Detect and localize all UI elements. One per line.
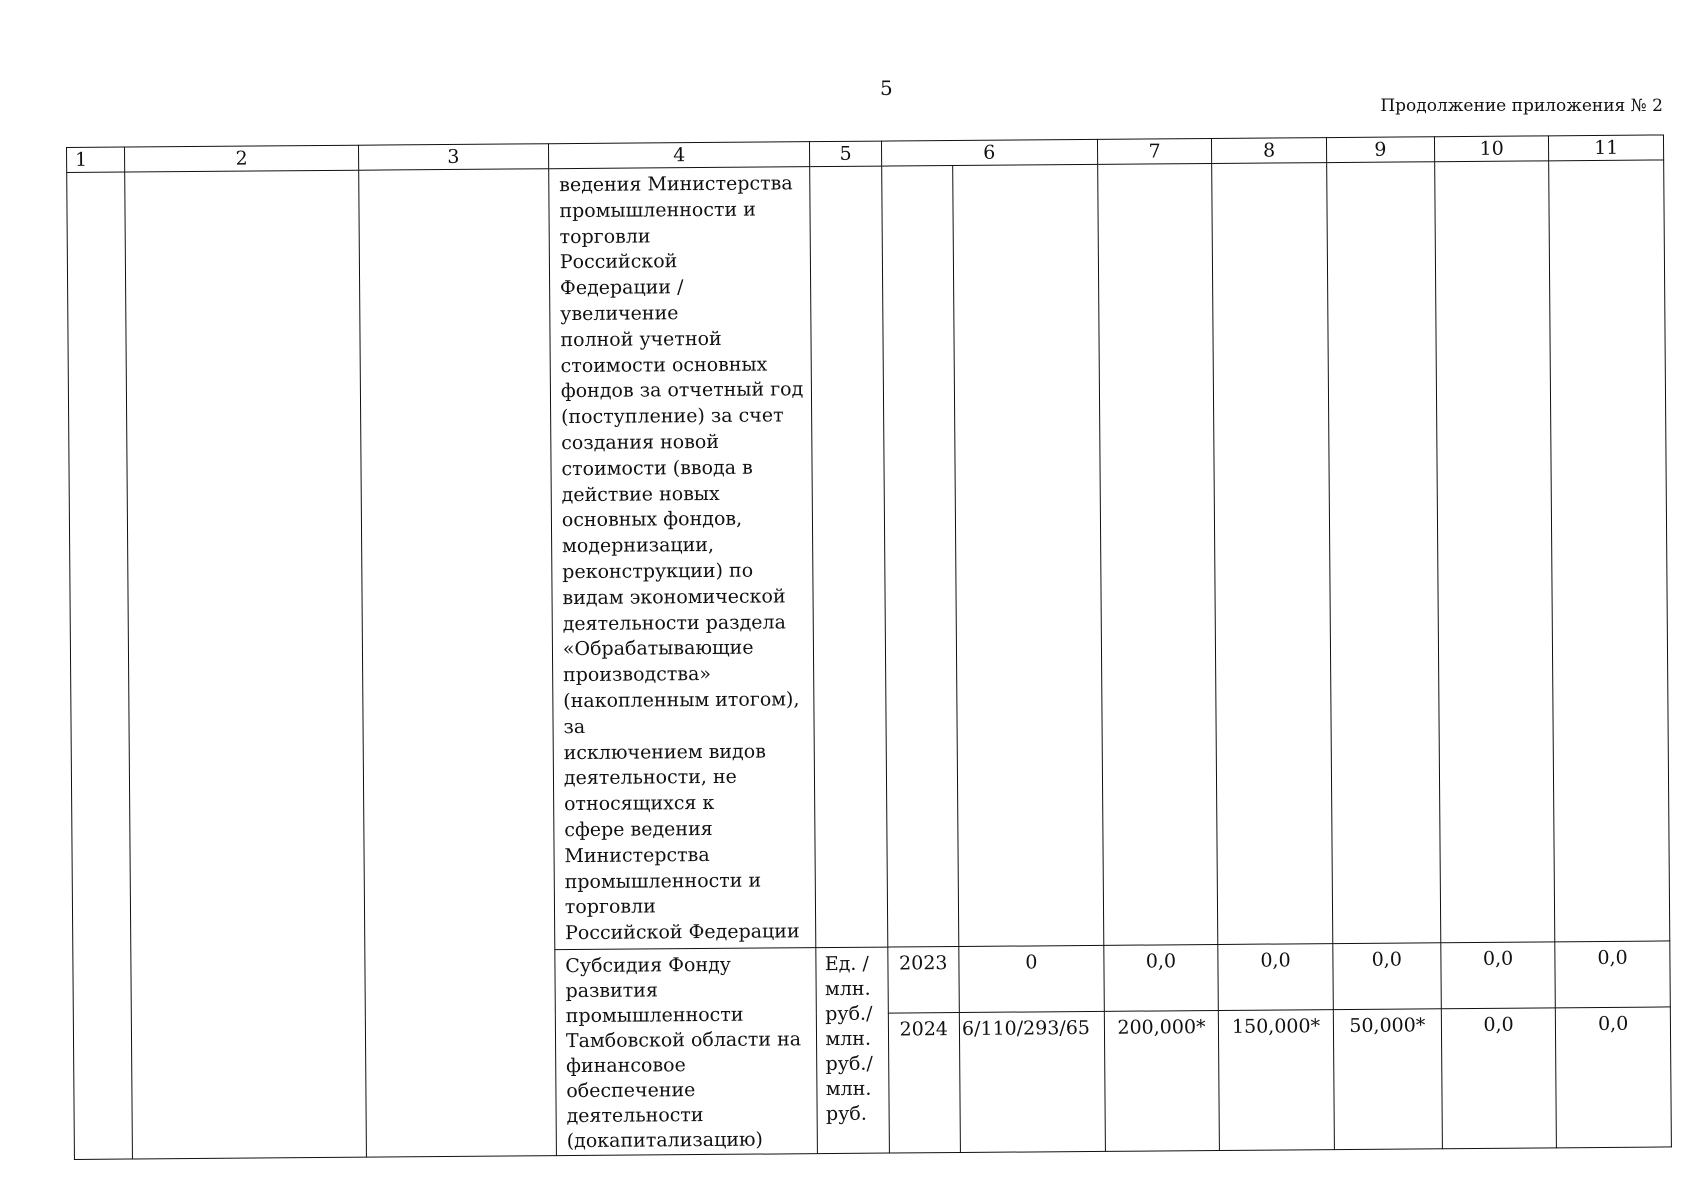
column-header-11: 11 [1549, 135, 1664, 161]
value-col-9: 0,0 [1333, 943, 1442, 1010]
continued-description-text: ведения Министерства промышленности и торговли Российской Федерации / увеличение полной учетной стоимости основных фондов за отчетный год (поступление) за счет создания новой стоимости (ввода в действие новых основных фондов, модернизации, реконструкции) по видам экономической деятельности раздела «Обрабатывающие производства» (накопленным итогом), за исключением видов деятельности, не относящихся к сфере ведения Министерства промышленности и торговли Российской Федерации [549, 167, 817, 950]
cell-col-5 [810, 166, 887, 947]
column-header-4: 4 [548, 142, 810, 169]
table-row [67, 160, 1670, 953]
column-header-1: 1 [67, 147, 126, 172]
column-header-2: 2 [125, 145, 359, 172]
cell-col-3 [358, 169, 556, 1157]
cell-col-9 [1327, 162, 1441, 944]
appendix-table [66, 134, 1672, 1159]
value-col-10: 0,0 [1441, 1008, 1557, 1149]
value-col-7: 200,000* [1104, 1010, 1220, 1151]
subsidy-description: Субсидия Фонду развития промышленности Тамбовской области на финансовое обеспечение деятельности (докапитализацию) [555, 948, 818, 1156]
subsidy-units: Ед. / млн. руб./ млн. руб./ млн. руб. [816, 947, 889, 1154]
cell-col-11 [1549, 160, 1670, 942]
value-col-9: 50,000* [1333, 1009, 1442, 1150]
year-cell: 2023 [887, 946, 959, 1013]
appendix-continuation-note: Продолжение приложения № 2 [1380, 96, 1663, 116]
column-header-6: 6 [881, 139, 1097, 166]
cell-col-6b [953, 164, 1104, 946]
indicator-value: 6/110/293/65 [959, 1011, 1105, 1152]
column-header-3: 3 [358, 144, 548, 170]
value-col-7: 0,0 [1104, 944, 1219, 1011]
value-col-11: 0,0 [1555, 941, 1670, 1008]
column-header-9: 9 [1326, 137, 1434, 163]
value-col-8: 0,0 [1218, 943, 1333, 1010]
page-number: 5 [880, 76, 893, 100]
cell-col-6a [881, 166, 958, 947]
cell-col-2 [125, 170, 366, 1159]
cell-col-8 [1212, 163, 1333, 945]
value-col-8: 150,000* [1219, 1009, 1335, 1150]
value-col-11: 0,0 [1556, 1007, 1672, 1148]
column-header-5: 5 [810, 141, 882, 167]
cell-col-10 [1435, 161, 1556, 943]
column-header-10: 10 [1434, 136, 1549, 162]
column-header-7: 7 [1097, 139, 1212, 165]
cell-col-7 [1097, 164, 1218, 946]
cell-col-1 [67, 172, 133, 1159]
column-header-8: 8 [1212, 138, 1327, 164]
year-cell: 2024 [888, 1012, 960, 1153]
indicator-value: 0 [959, 945, 1104, 1012]
value-col-10: 0,0 [1441, 942, 1556, 1009]
